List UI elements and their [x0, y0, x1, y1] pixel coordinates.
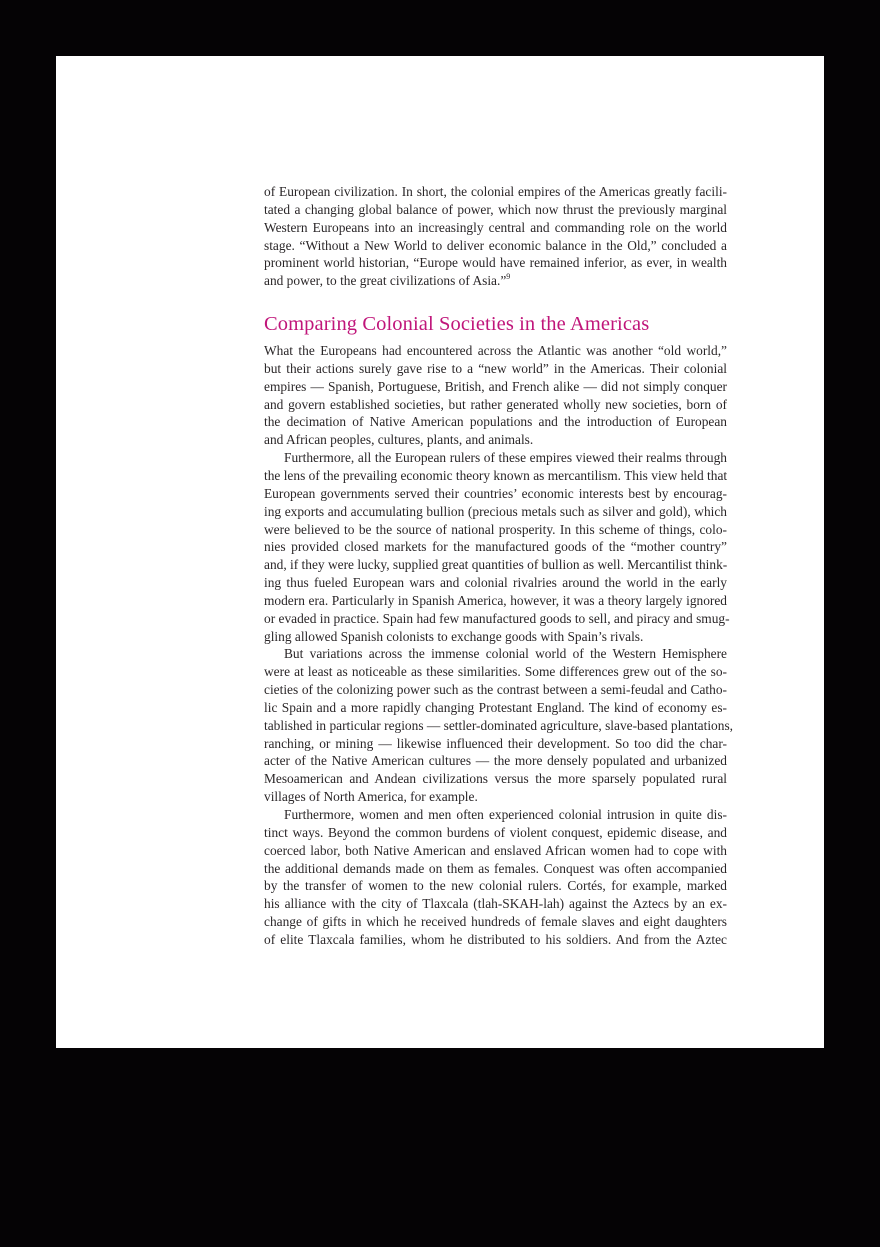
- text-line: But variations across the immense colonial world of the Western Hemisphere: [284, 646, 727, 662]
- text-line: the decimation of Native American populations and the introduction of European: [264, 414, 727, 430]
- text-line: and govern established societies, but rather generated wholly new societies, born of: [264, 396, 727, 412]
- text-line: tinct ways. Beyond the common burdens of violent conquest, epidemic disease, and: [264, 824, 727, 840]
- section-paragraph-2: [264, 449, 730, 645]
- text-line: cieties of the colonizing power such as the contrast between a semi-feudal and Catho-: [264, 682, 727, 698]
- text-line: or evaded in practice. Spain had few manufactured goods to sell, and piracy and smug-: [264, 610, 730, 626]
- text-line: Mesoamerican and Andean civilizations versus the more sparsely populated rural: [264, 771, 727, 787]
- text-line: modern era. Particularly in Spanish America, however, it was a theory largely ignored: [264, 592, 727, 608]
- text-line: tablished in particular regions — settler-dominated agriculture, slave-based plantations,: [264, 717, 733, 733]
- text-line: lic Spain and a more rapidly changing Protestant England. The kind of economy es-: [264, 699, 727, 715]
- text-line: by the transfer of women to the new colonial rulers. Cortés, for example, marked: [264, 878, 727, 894]
- text-line: prominent world historian, “Europe would have remained inferior, as ever, in wealth: [264, 255, 727, 271]
- text-line: ing exports and accumulating bullion (precious metals such as silver and gold), which: [264, 503, 727, 519]
- section-heading: Comparing Colonial Societies in the Americas: [264, 313, 650, 336]
- text-line: change of gifts in which he received hundreds of female slaves and eight daughters: [264, 914, 727, 930]
- text-line: What the Europeans had encountered across the Atlantic was another “old world,”: [264, 343, 727, 359]
- document-page: [56, 56, 824, 1048]
- text-line: ranching, or mining — likewise influenced their development. So too did the char-: [264, 735, 727, 751]
- text-line: of European civilization. In short, the colonial empires of the Americas greatly facili-: [264, 184, 727, 199]
- text-line: tated a changing global balance of power, which now thrust the previously marginal: [264, 201, 727, 217]
- text-line: of elite Tlaxcala families, whom he distributed to his soldiers. And from the Aztec: [264, 931, 727, 947]
- text-line: Furthermore, all the European rulers of these empires viewed their realms through: [284, 450, 727, 466]
- text-line: were at least as noticeable as these similarities. Some differences grew out of the so-: [264, 664, 727, 680]
- text-line: nies provided closed markets for the manufactured goods of the “mother country”: [264, 539, 727, 555]
- text-line: gling allowed Spanish colonists to exchange goods with Spain’s rivals.: [264, 628, 644, 644]
- text-line: the lens of the prevailing economic theory known as mercantilism. This view held that: [264, 467, 728, 483]
- text-line: coerced labor, both Native American and enslaved African women had to cope with: [264, 842, 727, 858]
- text-line: ing thus fueled European wars and colonial rivalries around the world in the early: [264, 575, 727, 591]
- text-line: empires — Spanish, Portuguese, British, and French alike — did not simply conquer: [264, 378, 727, 394]
- text-line: and African peoples, cultures, plants, and animals.: [264, 432, 534, 448]
- text-line: Furthermore, women and men often experienced colonial intrusion in quite dis-: [284, 807, 727, 822]
- text-line: but their actions surely gave rise to a “new world” in the Americas. Their colonial: [264, 360, 727, 376]
- text-column: [264, 183, 733, 949]
- intro-paragraph: [264, 183, 727, 290]
- text-line: Western Europeans into an increasingly central and commanding role on the world: [264, 219, 727, 235]
- section-paragraph-4: [264, 806, 727, 949]
- text-line: acter of the Native American cultures — the more densely populated and urbanized: [264, 753, 727, 769]
- footnote-marker: 9: [506, 272, 511, 282]
- text-line: his alliance with the city of Tlaxcala (tlah-SKAH-lah) against the Aztecs by an ex-: [264, 896, 727, 912]
- text-line: the additional demands made on them as females. Conquest was often accompanied: [264, 860, 727, 876]
- text-line-content: and power, to the great civilizations of Asia.”: [264, 273, 507, 289]
- section-paragraph-1: [264, 342, 727, 449]
- text-line: stage. “Without a New World to deliver economic balance in the Old,” concluded a: [264, 237, 727, 253]
- text-line: villages of North America, for example.: [264, 789, 478, 805]
- text-line: were believed to be the source of national prosperity. In this scheme of things, colo-: [264, 521, 727, 537]
- text-line: and, if they were lucky, supplied great quantities of bullion as well. Mercantilist think-: [264, 557, 728, 573]
- section-paragraph-3: [264, 645, 733, 806]
- text-line-last: [264, 272, 727, 290]
- text-line: European governments served their countries’ economic interests best by encourag-: [264, 485, 727, 501]
